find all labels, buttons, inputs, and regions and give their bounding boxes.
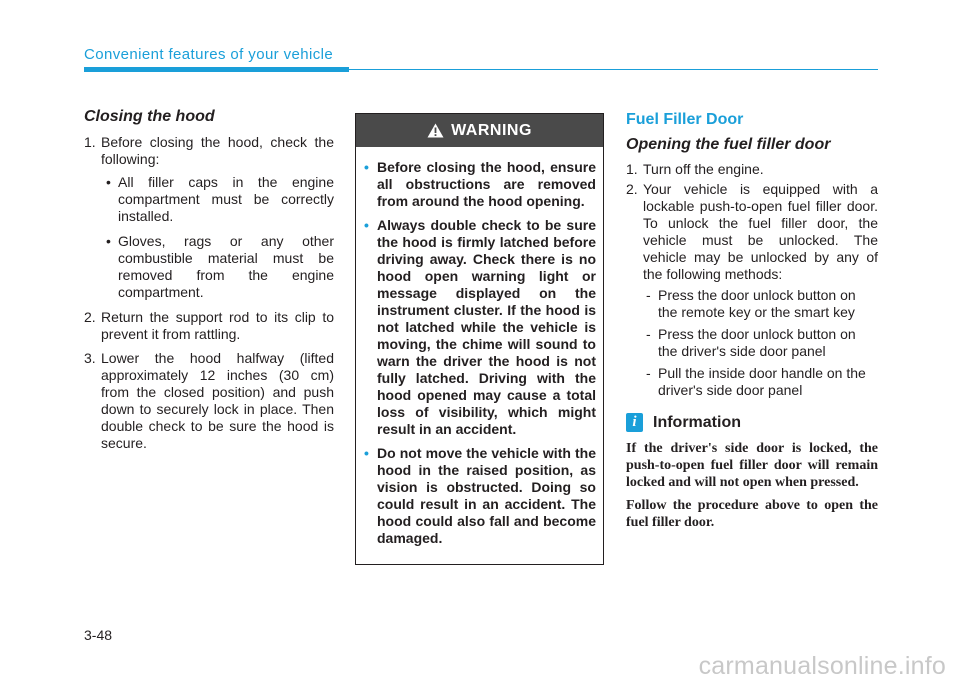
header-accent-bar [84, 67, 349, 72]
watermark: carmanualsonline.info [698, 652, 946, 680]
unlock-method [626, 287, 878, 321]
warning-item [363, 159, 596, 210]
unlock-method [626, 326, 878, 360]
closing-hood-title: Closing the hood [84, 108, 215, 125]
unlock-method-text: Pull the inside door handle on the driver's side door panel [658, 365, 866, 398]
page-number: 3-48 [84, 627, 113, 643]
bullet-icon: • [364, 217, 369, 233]
bullet-icon: • [106, 174, 111, 190]
step-text: Before closing the hood, check the following: [101, 134, 334, 167]
information-title: Information [653, 414, 741, 431]
dash-marker: - [646, 326, 651, 342]
step-number: 2. [626, 181, 638, 197]
step-number: 2. [84, 309, 96, 325]
closing-subitem-2 [101, 233, 334, 301]
warning-header [356, 114, 603, 147]
step-text: Return the support rod to its clip to prevent it from rattling. [101, 309, 334, 342]
bullet-icon: • [106, 233, 111, 249]
step-text: Your vehicle is equipped with a lockable push-to-open fuel filler door. To unlock the fuel filler door, the vehicle must be unlocked. The vehicle may be unlocked by any of the following methods: [643, 181, 878, 282]
warning-item-text: Always double check to be sure the hood is firmly latched before driving away. Check there is no hood open warning light or message displayed on the instrument cluster. If the hood is not latched while the vehicle is moving, the chime will sound to warn the driver the hood is not fully latched. Driving with the hood opened may cause a total loss of visibility, which might result in an accident. [377, 217, 596, 437]
step-number: 3. [84, 350, 96, 366]
info-icon: i [626, 413, 643, 432]
information-paragraph: If the driver's side door is locked, the push-to-open fuel filler door will remain locked and will not open when pressed. [626, 441, 878, 490]
bullet-icon: • [364, 445, 369, 461]
section-header-title: Convenient features of your vehicle [84, 46, 334, 63]
warning-body [356, 147, 603, 547]
unlock-method-text: Press the door unlock button on the remote key or the smart key [658, 287, 856, 320]
closing-step-3 [84, 350, 334, 452]
information-paragraph: Follow the procedure above to open the fuel filler door. [626, 498, 878, 530]
dash-marker: - [646, 365, 651, 381]
warning-item [363, 217, 596, 438]
header-rule [349, 69, 878, 70]
fuel-step-2 [626, 181, 878, 283]
warning-triangle-icon [427, 123, 444, 138]
fuel-filler-section [626, 108, 878, 537]
information-header [626, 413, 878, 432]
step-text: Turn off the engine. [643, 161, 764, 177]
warning-item-text: Before closing the hood, ensure all obstructions are removed from around the hood opening. [377, 159, 596, 209]
warning-item-text: Do not move the vehicle with the hood in the raised position, as vision is obstructed. Doing so could result in an accident. The hood could also fall and become damaged. [377, 445, 596, 546]
fuel-filler-subtitle: Opening the fuel filler door [626, 136, 831, 153]
warning-box [355, 113, 604, 565]
step-text: Lower the hood halfway (lifted approximately 12 inches (30 cm) from the closed position) and push down to securely lock in place. Then double check to be sure the hood is secure. [101, 350, 334, 451]
subitem-text: Gloves, rags or any other combustible material must be removed from the engine compartment. [118, 233, 334, 300]
warning-label: WARNING [451, 121, 532, 139]
fuel-filler-title: Fuel Filler Door [626, 111, 744, 128]
subitem-text: All filler caps in the engine compartment must be correctly installed. [118, 174, 334, 224]
step-number: 1. [84, 134, 96, 150]
unlock-method [626, 365, 878, 399]
closing-step-1 [84, 134, 334, 301]
fuel-step-1 [626, 161, 878, 178]
closing-step-2 [84, 309, 334, 343]
step-number: 1. [626, 161, 638, 177]
dash-marker: - [646, 287, 651, 303]
warning-item [363, 445, 596, 547]
bullet-icon: • [364, 159, 369, 175]
closing-subitem-1 [101, 174, 334, 225]
closing-hood-section [84, 108, 334, 459]
unlock-method-text: Press the door unlock button on the driver's side door panel [658, 326, 856, 359]
